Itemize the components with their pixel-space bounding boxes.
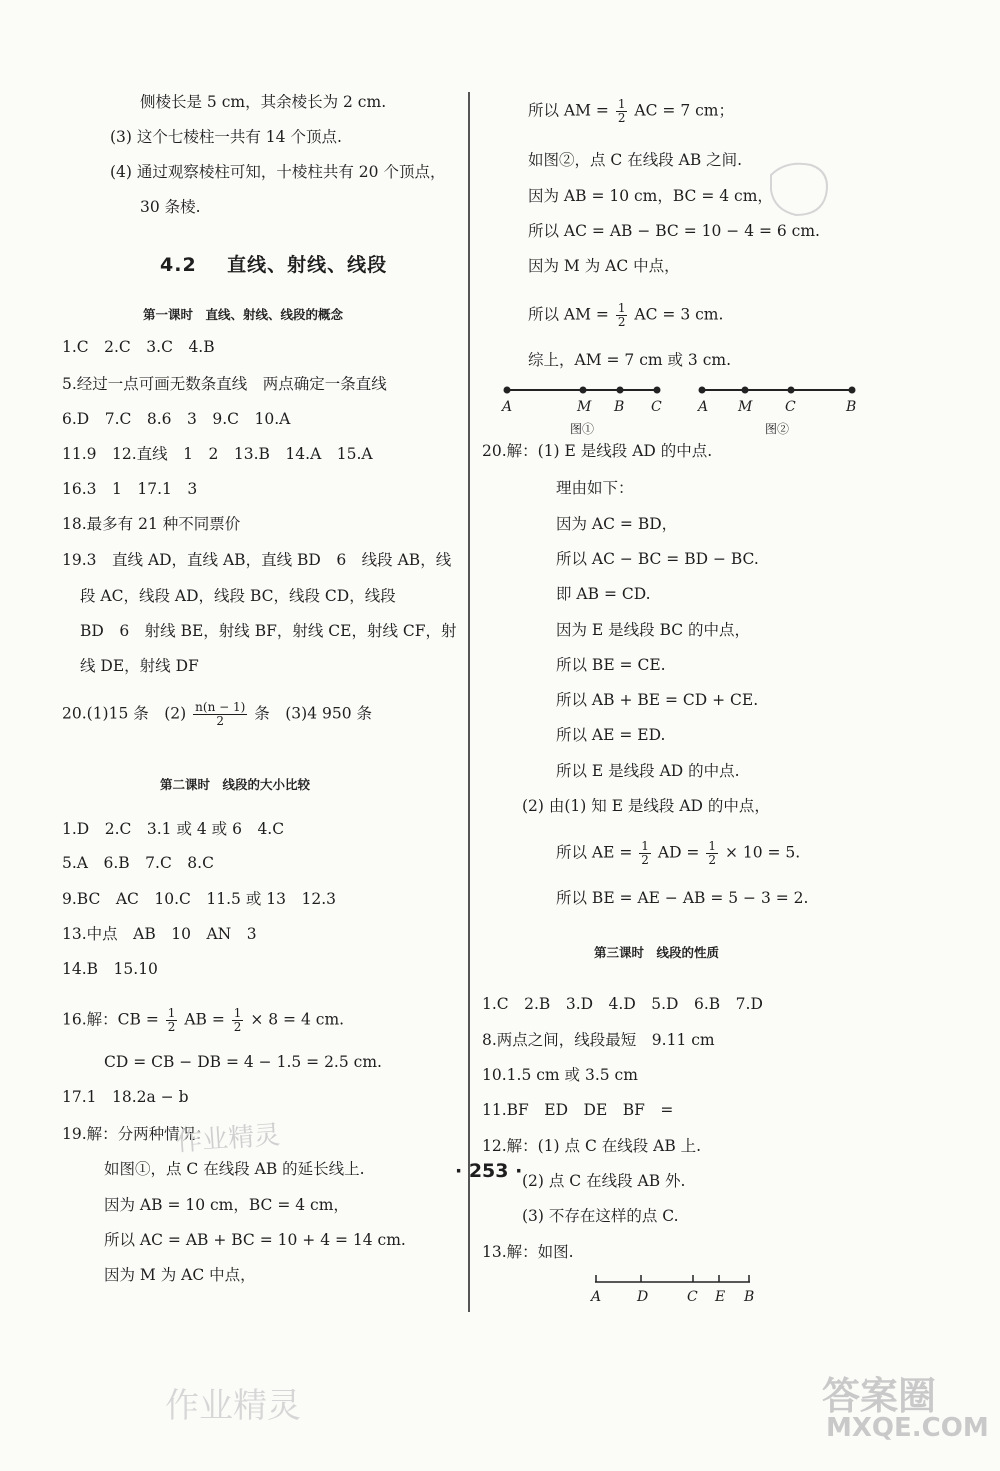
answer-line: BD 6 射线 BE，射线 BF，射线 CE，射线 CF，射 [80, 622, 457, 640]
answer-line: 所以 AC = AB − BC = 10 − 4 = 6 cm. [528, 222, 820, 240]
point-label: M [577, 399, 592, 415]
answer-line-am2 [528, 302, 723, 329]
am2-part-b: AC = 3 cm. [634, 305, 724, 324]
answer-line: 13.解：如图. [482, 1243, 574, 1261]
figure-3-line [595, 1274, 755, 1288]
fraction [616, 302, 628, 329]
answer-line: 5.A 6.B 7.C 8.C [62, 854, 214, 872]
am1-part-b: AC = 7 cm； [634, 101, 734, 120]
answer-line: 所以 E 是线段 AD 的中点. [556, 762, 740, 780]
fraction-denominator: 2 [617, 111, 626, 125]
point-label: C [651, 399, 662, 415]
prev-line-3: (4) 通过观察棱柱可知，十棱柱共有 20 个顶点， [110, 163, 446, 181]
point-a [504, 387, 511, 394]
point-label: E [715, 1289, 726, 1305]
answer-line-am1 [528, 98, 734, 125]
answer-line: 1.D 2.C 3.1 或 4 或 6 4.C [62, 820, 285, 838]
point-label: M [738, 399, 753, 415]
lesson1-title: 第一课时 直线、射线、线段的概念 [143, 307, 344, 322]
point-a [699, 387, 706, 394]
answer-line: 14.B 15.10 [62, 960, 158, 978]
point-b [617, 387, 624, 394]
column-divider [468, 92, 470, 1312]
answer-line: 所以 BE = CE. [556, 656, 666, 674]
answer-line: 11.9 12.直线 1 2 13.B 14.A 15.A [62, 445, 373, 463]
fraction-numerator: 1 [641, 839, 649, 853]
fraction [706, 840, 718, 867]
answer-line: 6.D 7.C 8.6 3 9.C 10.A [62, 410, 291, 428]
answer-line: 1.C 2.B 3.D 4.D 5.D 6.B 7.D [482, 995, 763, 1013]
point-label: A [698, 399, 709, 415]
fraction-numerator: 1 [167, 1006, 176, 1020]
fraction-denominator: 2 [617, 315, 626, 329]
answer-line: 19.3 直线 AD，直线 AB，直线 BD 6 线段 AB，线 [62, 551, 452, 569]
answer-line: 所以 AE = ED. [556, 726, 666, 744]
answer-line: 18.最多有 21 种不同票价 [62, 515, 241, 533]
answer-line: 因为 M 为 AC 中点， [528, 257, 680, 275]
answer-line: 所以 AB + BE = CD + CE. [556, 691, 759, 709]
answer-line: 9.BC AC 10.C 11.5 或 13 12.3 [62, 890, 336, 908]
fraction-denominator: 2 [167, 1020, 176, 1034]
page-number: · 253 · [455, 1160, 523, 1182]
stamp-watermark [766, 160, 836, 220]
point-label: B [846, 399, 857, 415]
point-label: B [744, 1289, 755, 1305]
am2-part-a: 所以 AM = [528, 305, 609, 324]
answer-line: 20.解：(1) E 是线段 AD 的中点. [482, 442, 713, 460]
prev-line-4: 30 条棱. [140, 198, 201, 216]
fraction-denominator: 2 [233, 1020, 242, 1034]
figure-caption: 图① [570, 422, 595, 436]
section-heading [160, 250, 387, 277]
fraction [639, 840, 651, 867]
answer-line: 因为 AB = 10 cm，BC = 4 cm， [104, 1196, 349, 1214]
point-label: C [687, 1289, 698, 1305]
ae-part-c: × 10 = 5. [724, 843, 801, 862]
point-m [580, 387, 587, 394]
watermark-text: MXQE.COM [826, 1413, 989, 1443]
answer-line: 11.BF ED DE BF = [482, 1101, 674, 1119]
fraction-denominator: 2 [216, 714, 225, 728]
ae-part-b: AD = [657, 843, 700, 862]
point-m [742, 387, 749, 394]
answer-line: 16.3 1 17.1 3 [62, 480, 198, 498]
answer-line: 即 AB = CD. [556, 585, 651, 603]
point-label: A [591, 1289, 602, 1305]
answer-line: CD = CB − DB = 4 − 1.5 = 2.5 cm. [104, 1053, 382, 1071]
figure-caption: 图② [765, 422, 790, 436]
ae-part-a: 所以 AE = [556, 843, 633, 862]
point-c [788, 387, 795, 394]
answer-line: 12.解：(1) 点 C 在线段 AB 上. [482, 1137, 702, 1155]
q20-part-b: 条 (3)4 950 条 [254, 704, 372, 723]
point-label: A [502, 399, 513, 415]
fraction-numerator: 1 [617, 301, 626, 315]
figure-1-line [505, 386, 665, 396]
figure-2-line [700, 386, 860, 396]
answer-line: 因为 M 为 AC 中点， [104, 1266, 256, 1284]
watermark-text: 作业精灵 [175, 1120, 282, 1158]
answer-line: 综上，AM = 7 cm 或 3 cm. [528, 351, 732, 369]
stamp-outline [771, 164, 827, 215]
lesson2-title: 第二课时 线段的大小比较 [160, 777, 311, 792]
fraction [232, 1007, 244, 1034]
answer-line: 所以 BE = AE − AB = 5 − 3 = 2. [556, 889, 809, 907]
point-c [654, 387, 661, 394]
watermark-text: 作业精灵 [165, 1386, 301, 1426]
answer-line: 13.中点 AB 10 AN 3 [62, 925, 257, 943]
answer-line: 如图②，点 C 在线段 AB 之间. [528, 151, 743, 169]
answer-line: 17.1 18.2a − b [62, 1088, 189, 1106]
fraction-numerator: 1 [708, 839, 716, 853]
q16-part-c: × 8 = 4 cm. [250, 1010, 345, 1029]
point-label: D [637, 1289, 649, 1305]
answer-line-ae [556, 840, 800, 867]
fraction-numerator: 1 [233, 1006, 242, 1020]
point-label: C [785, 399, 796, 415]
fraction [166, 1007, 178, 1034]
q16-part-a: 16.解：CB = [62, 1010, 159, 1029]
answer-line: 10.1.5 cm 或 3.5 cm [482, 1066, 638, 1084]
answer-line: 1.C 2.C 3.C 4.B [62, 338, 215, 356]
section-title: 直线、射线、线段 [227, 254, 388, 276]
answer-line: 因为 AC = BD， [556, 515, 678, 533]
answer-line: 线 DE，射线 DF [80, 657, 199, 675]
answer-line: 5.经过一点可画无数条直线 两点确定一条直线 [62, 375, 387, 393]
fraction-numerator: 1 [617, 97, 626, 111]
prev-line-2: (3) 这个七棱柱一共有 14 个顶点. [110, 128, 342, 146]
answer-line: (2) 由(1) 知 E 是线段 AD 的中点， [522, 797, 770, 815]
answer-line: 所以 AC − BC = BD − BC. [556, 550, 759, 568]
am1-part-a: 所以 AM = [528, 101, 609, 120]
fraction-numerator: n(n − 1) [195, 700, 246, 714]
answer-line: (3) 不存在这样的点 C. [522, 1207, 679, 1225]
answer-line: 如图①，点 C 在线段 AB 的延长线上. [104, 1160, 365, 1178]
lesson3-title: 第三课时 线段的性质 [594, 945, 720, 960]
answer-line: 因为 AB = 10 cm，BC = 4 cm， [528, 187, 773, 205]
q20-part-a: 20.(1)15 条 (2) [62, 704, 187, 723]
fraction [616, 98, 628, 125]
q16-part-b: AB = [184, 1010, 225, 1029]
answer-line-q20 [62, 701, 372, 728]
point-b [849, 387, 856, 394]
answer-line: (2) 点 C 在线段 AB 外. [522, 1172, 686, 1190]
answer-line: 所以 AC = AB + BC = 10 + 4 = 14 cm. [104, 1231, 406, 1249]
answer-line: 因为 E 是线段 BC 的中点， [556, 621, 751, 639]
fraction-denominator: 2 [641, 853, 649, 867]
section-number: 4.2 [160, 254, 197, 276]
answer-line: 理由如下： [556, 479, 634, 497]
point-label: B [614, 399, 625, 415]
answer-line: 19.解：分两种情况： [62, 1125, 211, 1143]
watermark-text: 答案圈 [822, 1374, 937, 1418]
answer-line: 段 AC，线段 AD，线段 BC，线段 CD，线段 [80, 587, 396, 605]
answer-line: 8.两点之间，线段最短 9.11 cm [482, 1031, 715, 1049]
prev-line-1: 侧棱长是 5 cm，其余棱长为 2 cm. [140, 93, 387, 111]
fraction-denominator: 2 [708, 853, 716, 867]
answer-line-q16 [62, 1007, 344, 1034]
fraction [193, 701, 247, 728]
